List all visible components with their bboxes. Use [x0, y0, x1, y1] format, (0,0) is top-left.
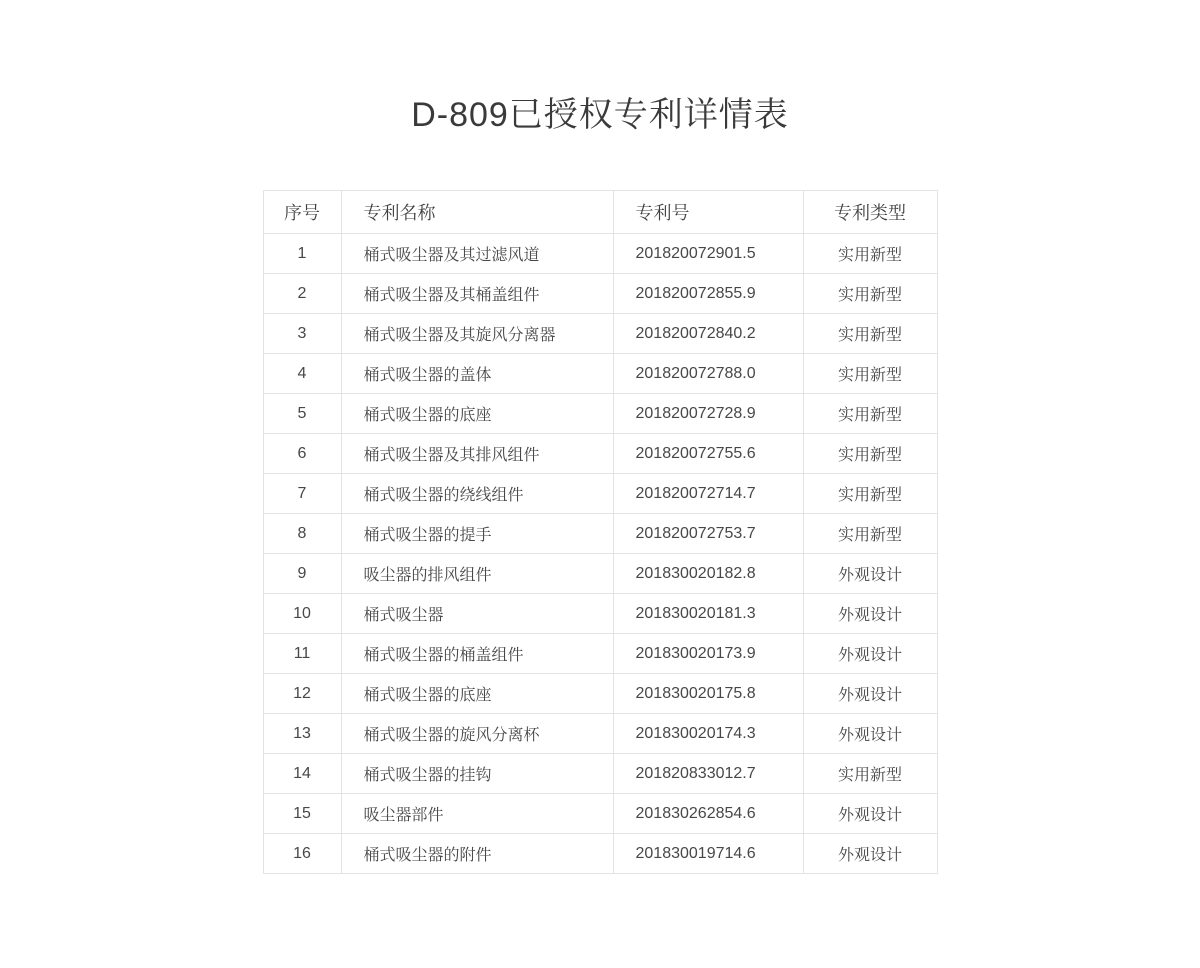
- patent-name: 桶式吸尘器的盖体: [341, 354, 613, 394]
- patent-table: [263, 190, 938, 874]
- row-index: 9: [263, 554, 341, 594]
- row-index: 5: [263, 394, 341, 434]
- patent-number: 201830262854.6: [613, 794, 803, 834]
- table-row: [263, 594, 937, 634]
- row-index: 16: [263, 834, 341, 874]
- row-index: 2: [263, 274, 341, 314]
- patent-type: 外观设计: [803, 794, 937, 834]
- patent-number: 201830020181.3: [613, 594, 803, 634]
- row-index: 15: [263, 794, 341, 834]
- patent-type: 外观设计: [803, 594, 937, 634]
- table-body: [263, 234, 937, 874]
- patent-number: 201820072714.7: [613, 474, 803, 514]
- patent-type: 实用新型: [803, 354, 937, 394]
- patent-number: 201820072728.9: [613, 394, 803, 434]
- table-row: [263, 794, 937, 834]
- patent-name: 桶式吸尘器的附件: [341, 834, 613, 874]
- row-index: 10: [263, 594, 341, 634]
- table-row: [263, 434, 937, 474]
- patent-name: 桶式吸尘器的底座: [341, 674, 613, 714]
- column-header-patent-name: 专利名称: [341, 191, 613, 234]
- patent-name: 桶式吸尘器的旋风分离杯: [341, 714, 613, 754]
- patent-name: 桶式吸尘器及其过滤风道: [341, 234, 613, 274]
- patent-number: 201820072901.5: [613, 234, 803, 274]
- patent-type: 外观设计: [803, 714, 937, 754]
- table-row: [263, 834, 937, 874]
- patent-type: 实用新型: [803, 434, 937, 474]
- table-row: [263, 354, 937, 394]
- patent-name: 吸尘器的排风组件: [341, 554, 613, 594]
- row-index: 6: [263, 434, 341, 474]
- patent-type: 实用新型: [803, 474, 937, 514]
- patent-type: 实用新型: [803, 754, 937, 794]
- row-index: 3: [263, 314, 341, 354]
- patent-number: 201820072840.2: [613, 314, 803, 354]
- patent-number: 201830019714.6: [613, 834, 803, 874]
- table-row: [263, 514, 937, 554]
- patent-number: 201830020182.8: [613, 554, 803, 594]
- table-row: [263, 554, 937, 594]
- row-index: 4: [263, 354, 341, 394]
- table-row: [263, 674, 937, 714]
- table-row: [263, 314, 937, 354]
- patent-number: 201820072855.9: [613, 274, 803, 314]
- patent-name: 桶式吸尘器及其排风组件: [341, 434, 613, 474]
- patent-number: 201820072755.6: [613, 434, 803, 474]
- table-row: [263, 714, 937, 754]
- patent-name: 吸尘器部件: [341, 794, 613, 834]
- patent-type: 实用新型: [803, 314, 937, 354]
- patent-type: 实用新型: [803, 234, 937, 274]
- patent-name: 桶式吸尘器的提手: [341, 514, 613, 554]
- patent-name: 桶式吸尘器: [341, 594, 613, 634]
- table-head: [263, 191, 937, 234]
- patent-type: 外观设计: [803, 674, 937, 714]
- patent-name: 桶式吸尘器的绕线组件: [341, 474, 613, 514]
- patent-name: 桶式吸尘器及其旋风分离器: [341, 314, 613, 354]
- row-index: 11: [263, 634, 341, 674]
- patent-name: 桶式吸尘器及其桶盖组件: [341, 274, 613, 314]
- table-row: [263, 234, 937, 274]
- patent-type: 实用新型: [803, 274, 937, 314]
- row-index: 13: [263, 714, 341, 754]
- patent-number: 201820833012.7: [613, 754, 803, 794]
- patent-number: 201830020174.3: [613, 714, 803, 754]
- table-header-row: [263, 191, 937, 234]
- table-row: [263, 274, 937, 314]
- table-row: [263, 474, 937, 514]
- patent-type: 外观设计: [803, 634, 937, 674]
- column-header-patent-number: 专利号: [613, 191, 803, 234]
- patent-type: 外观设计: [803, 834, 937, 874]
- row-index: 12: [263, 674, 341, 714]
- table-row: [263, 394, 937, 434]
- row-index: 1: [263, 234, 341, 274]
- row-index: 14: [263, 754, 341, 794]
- patent-number: 201820072753.7: [613, 514, 803, 554]
- column-header-patent-type: 专利类型: [803, 191, 937, 234]
- patent-name: 桶式吸尘器的底座: [341, 394, 613, 434]
- patent-type: 外观设计: [803, 554, 937, 594]
- patent-name: 桶式吸尘器的桶盖组件: [341, 634, 613, 674]
- patent-name: 桶式吸尘器的挂钩: [341, 754, 613, 794]
- patent-number: 201830020173.9: [613, 634, 803, 674]
- patent-number: 201820072788.0: [613, 354, 803, 394]
- column-header-row-index: 序号: [263, 191, 341, 234]
- patent-type: 实用新型: [803, 514, 937, 554]
- patent-number: 201830020175.8: [613, 674, 803, 714]
- table-row: [263, 754, 937, 794]
- row-index: 7: [263, 474, 341, 514]
- row-index: 8: [263, 514, 341, 554]
- page-title: D-809已授权专利详情表: [411, 96, 789, 134]
- table-row: [263, 634, 937, 674]
- patent-type: 实用新型: [803, 394, 937, 434]
